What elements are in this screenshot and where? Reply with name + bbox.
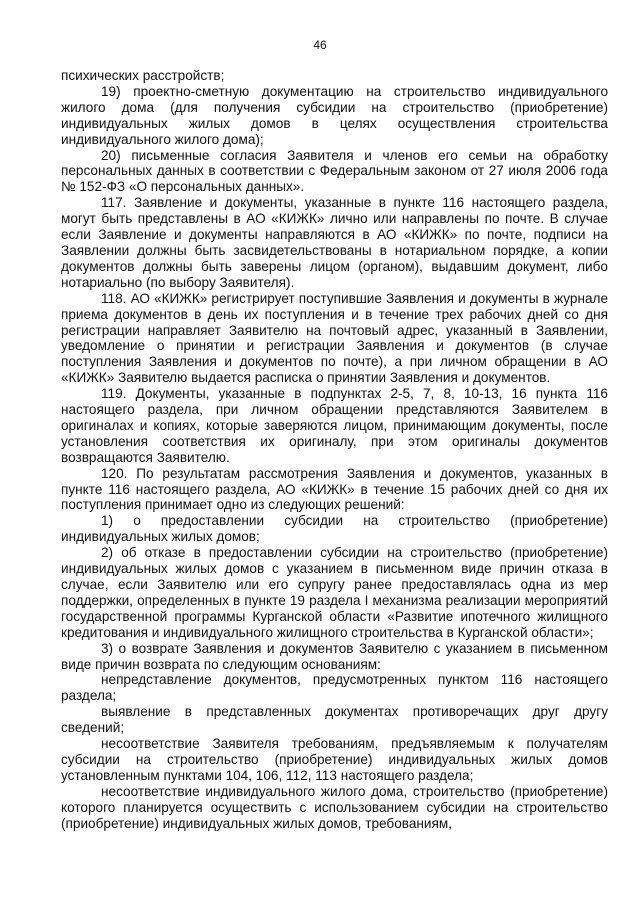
document-body (61, 68, 608, 832)
paragraph-item-19: 19) проектно-сметную документацию на строительство индивидуального жилого дома (для получения субсидии на строительство (приобретение) индивидуальных жилых домов в целях осуществления строительства индивидуального жилого дома); (61, 83, 608, 147)
paragraph-ground-applicant-mismatch: несоответствие Заявителя требованиям, предъявляемым к получателям субсидии на строительство (приобретение) индивидуальных жилых домов установленным пунктами 104, 106, 112, 113 настоящего раздела; (61, 736, 608, 783)
paragraph-ground-house-mismatch: несоответствие индивидуального жилого дома, строительство (приобретение) которого планируется осуществить с использованием субсидии на строительство (приобретение) индивидуальных жилых домов, требованиям, (61, 783, 608, 831)
paragraph-clause-120: 120. По результатам рассмотрения Заявления и документов, указанных в пункте 116 настоящего раздела, АО «КИЖК» в течение 15 рабочих дней со дня их поступления принимает одно из следующих решений: (61, 465, 608, 513)
paragraph-item-20: 20) письменные согласия Заявителя и членов его семьи на обработку персональных данных в соответствии с Федеральным законом от 27 июля 2006 года № 152-ФЗ «О персональных данных». (61, 147, 608, 195)
paragraph-ground-contradictions: выявление в представленных документах противоречащих друг другу сведений; (61, 704, 608, 736)
paragraph-clause-118: 118. АО «КИЖК» регистрирует поступившие Заявления и документы в журнале приема документов в день их поступления и в течение трех рабочих дней со дня регистрации направляет Заявителю на почтовый адрес, указанный в Заявлении, уведомление о принятии и регистрации Заявления и документов (в случае поступления Заявления и документов по почте), а при личном обращении в АО «КИЖК» Заявителю выдается расписка о принятии Заявления и документов. (61, 290, 608, 386)
paragraph-ground-missing-documents: непредставление документов, предусмотренных пунктом 116 настоящего раздела; (61, 672, 608, 704)
paragraph-decision-1: 1) о предоставлении субсидии на строительство (приобретение) индивидуальных жилых домов; (61, 513, 608, 545)
paragraph-decision-2: 2) об отказе в предоставлении субсидии на строительство (приобретение) индивидуальных жилых домов с указанием в письменном виде причин отказа в случае, если Заявителю или его супругу ранее предоставлялась одна из мер поддержки, определенных в пункте 19 раздела I механизма реализации мероприятий государственной программы Курганской области «Развитие ипотечного жилищного кредитования и индивидуального жилищного строительства в Курганской области»; (61, 545, 608, 640)
paragraph-clause-117: 117. Заявление и документы, указанные в пункте 116 настоящего раздела, могут быть представлены в АО «КИЖК» лично или направлены по почте. В случае если Заявление и документы направляются в АО «КИЖК» по почте, подписи на Заявлении должны быть засвидетельствованы в нотариальном порядке, а копии документов должны быть заверены лицом (органом), выдавшим документ, либо нотариально (по выбору Заявителя). (61, 195, 608, 290)
paragraph-clause-119: 119. Документы, указанные в подпунктах 2-5, 7, 8, 10-13, 16 пункта 116 настоящего раздела, при личном обращении представляются Заявителем в оригиналах и копиях, которые заверяются лицом, принимающим документы, после установления соответствия их оригиналу, при этом оригиналы документов возвращаются Заявителю. (61, 386, 608, 465)
paragraph-continuation: психических расстройств; (61, 68, 225, 83)
paragraph-decision-3: 3) о возврате Заявления и документов Заявителю с указанием в письменном виде причин возврата по следующим основаниям: (61, 640, 608, 672)
page-number: 46 (313, 38, 327, 52)
